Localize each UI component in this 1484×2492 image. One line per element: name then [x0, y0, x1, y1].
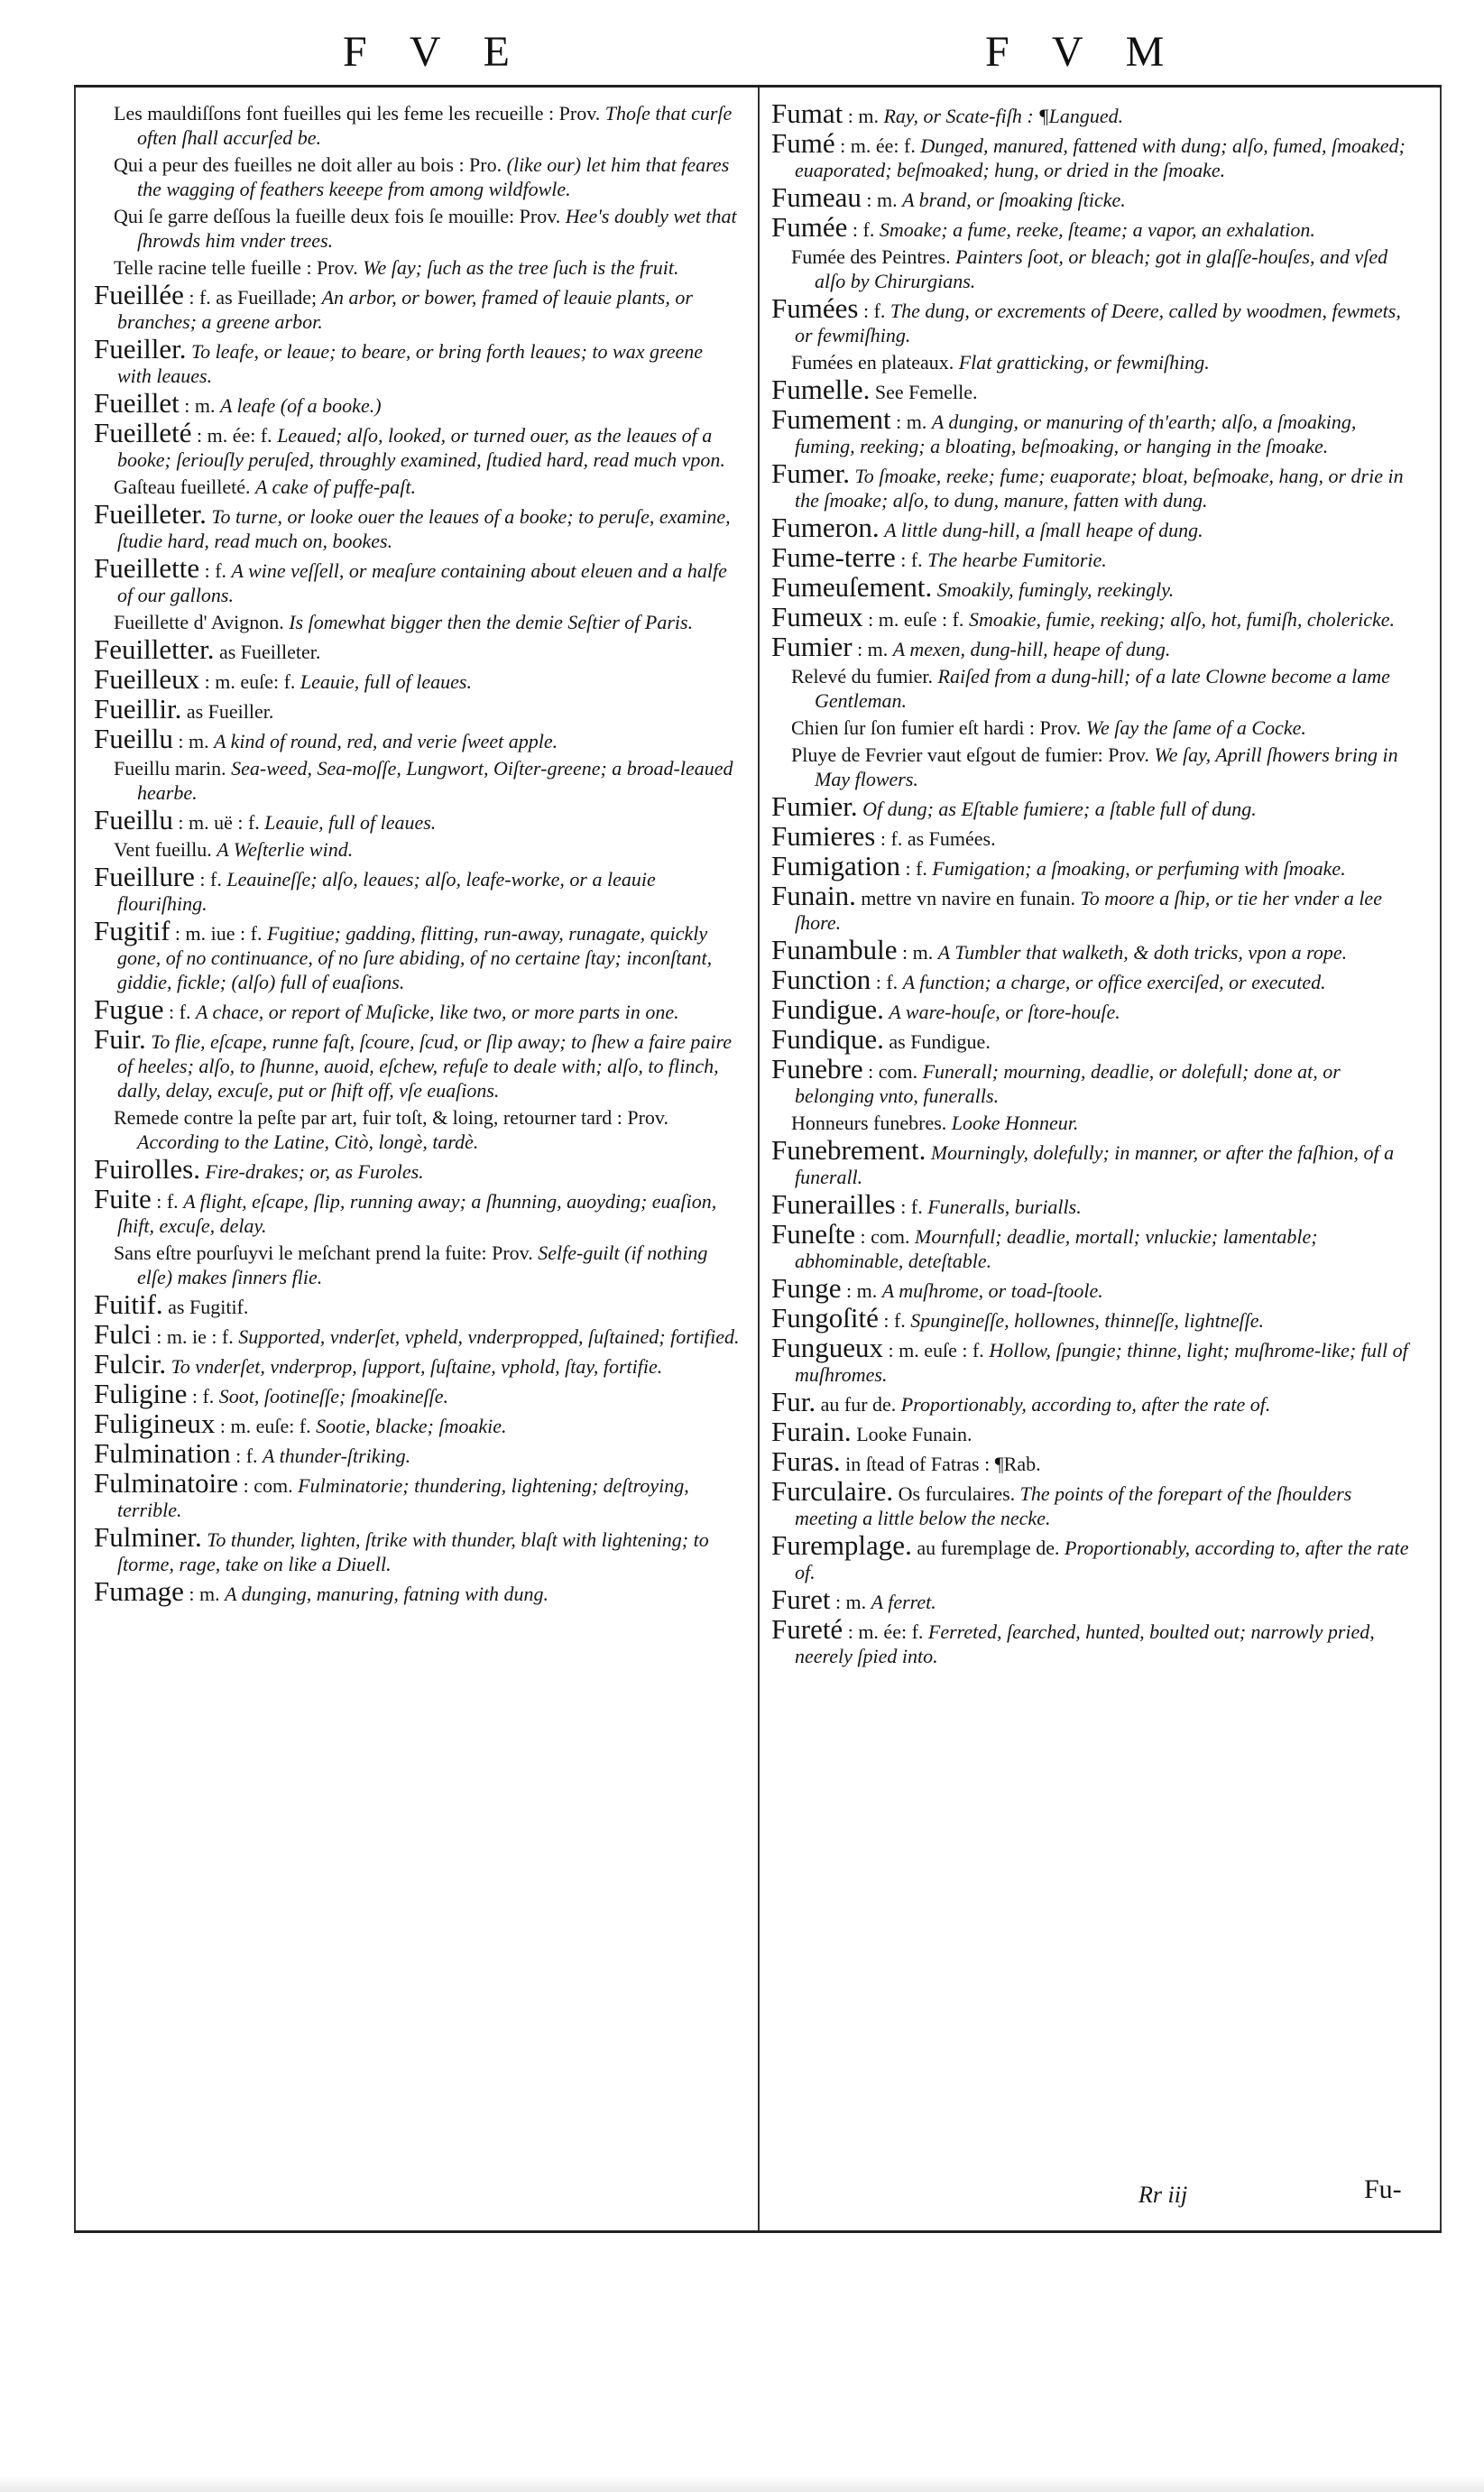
headword: Fueillu: [94, 723, 173, 754]
french-text: Looke Funain.: [856, 1423, 972, 1445]
headword: Fuite: [94, 1183, 152, 1214]
french-text: as Fueilleter.: [218, 641, 321, 663]
dictionary-entry: [771, 1272, 1419, 1304]
french-text: : f.: [875, 971, 899, 993]
headword: Fugue: [94, 993, 164, 1025]
english-gloss: To turne, or looke ouer the leaues of a booke; to peruſe, examine, ſtudie hard, read much on, bookes.: [117, 505, 731, 552]
headword: Fundique.: [771, 1023, 884, 1055]
dictionary-entry: [771, 1053, 1419, 1108]
subentry: [94, 756, 742, 805]
english-gloss: Ferreted, ſearched, hunted, boulted out; narrowly pried, neerely ſpied into.: [795, 1620, 1375, 1667]
subentry: [94, 204, 742, 253]
english-gloss: The hearbe Fumitorie.: [927, 549, 1107, 571]
dictionary-entry: [94, 1153, 742, 1185]
english-gloss: Hollow, ſpungie; thinne, light; muſhrome-like; full of muſhromes.: [795, 1339, 1408, 1386]
english-gloss: To vnderſet, vnderprop, ſupport, ſuſtaine, vphold, ſtay, fortifie.: [171, 1355, 663, 1378]
dictionary-entry: [94, 552, 742, 607]
english-gloss: The points of the forepart of the ſhoulders meeting a little below the necke.: [795, 1482, 1352, 1529]
english-gloss: A Weſterlie wind.: [217, 838, 354, 861]
french-text: : m.: [834, 1591, 867, 1613]
headword: Fueilleter.: [94, 498, 207, 530]
french-text: : f.: [204, 559, 227, 582]
english-gloss: Supported, vnderſet, vpheld, vnderpropped, ſuſtained; fortified.: [238, 1325, 740, 1348]
french-text: Sans eſtre pourſuyvi le meſchant prend la fuite: Prov.: [114, 1241, 533, 1264]
dictionary-entry: [94, 663, 742, 695]
english-gloss: A leafe (of a booke.): [219, 394, 382, 417]
headword: Function: [771, 964, 871, 995]
headword: Fur.: [771, 1386, 816, 1417]
french-text: in ſtead of Fatras : ¶Rab.: [845, 1453, 1041, 1475]
headword: Fugitif: [94, 915, 171, 946]
english-gloss: Leauie, full of leaues.: [300, 670, 472, 693]
dictionary-entry: [94, 804, 742, 835]
subentry: [771, 1111, 1419, 1135]
french-text: : com.: [243, 1474, 293, 1497]
english-gloss: Spungineſſe, hollownes, thinneſſe, lightneſſe.: [910, 1309, 1264, 1332]
headword: Fumement: [771, 403, 891, 435]
headword: Fueilleté: [94, 417, 192, 448]
headword: Fume-terre: [771, 541, 896, 573]
dictionary-entry: [771, 101, 1419, 128]
dictionary-entry: [94, 279, 742, 334]
english-gloss: A kind of round, red, and verie ſweet apple.: [214, 730, 558, 752]
english-gloss: Thoſe that curſe often ſhall accurſed be.: [137, 102, 733, 149]
subentry: [94, 1105, 742, 1154]
english-gloss: A dunging, manuring, fatning with dung.: [225, 1583, 549, 1605]
french-text: : m. uë : f.: [178, 811, 260, 834]
headword: Furet: [771, 1583, 831, 1615]
dictionary-entry: [771, 1023, 1419, 1055]
english-gloss: To ſmoake, reeke; fume; euaporate; bloat, beſmoake, hang, or drie in the ſmoake; alſo, to dung, manure, fatten with dung.: [795, 465, 1404, 512]
english-gloss: We ſay the ſame of a Cocke.: [1085, 716, 1306, 739]
french-text: as Fueiller.: [186, 700, 274, 723]
headword: Fumeuſement.: [771, 571, 933, 603]
headword: Fueillée: [94, 279, 184, 310]
headword: Fueillet: [94, 387, 180, 419]
english-gloss: Leauineſſe; alſo, leaues; alſo, leafe-worke, or a leauie flouriſhing.: [117, 868, 656, 915]
dictionary-entry: [771, 993, 1419, 1025]
left-column: [94, 101, 742, 2208]
headword: Fumée: [771, 211, 848, 243]
headword: Fulci: [94, 1318, 152, 1350]
dictionary-entry: [771, 292, 1419, 347]
column-divider: [758, 88, 760, 2230]
headword: Fumeron.: [771, 512, 880, 543]
headword: Fulminatoire: [94, 1467, 239, 1499]
headword: Funge: [771, 1272, 842, 1304]
english-gloss: Dunged, manured, fattened with dung; alſo, fumed, ſmoaked; euaporated; beſmoaked; hung, or dried in the ſmoake.: [795, 134, 1406, 181]
dictionary-entry: [94, 993, 742, 1025]
headword: Fuir.: [94, 1023, 146, 1055]
english-gloss: We ſay; ſuch as the tree ſuch is the fruit.: [363, 256, 679, 279]
dictionary-entry: [94, 1467, 742, 1522]
headword: Funambule: [771, 934, 898, 965]
frame-right-rule: [1440, 88, 1442, 2230]
english-gloss: Fulminatorie; thundering, lightening; deſtroying, terrible.: [117, 1474, 689, 1521]
dictionary-entry: [771, 541, 1419, 573]
subentry: [94, 255, 742, 280]
dictionary-entry: [771, 181, 1419, 213]
headword: Funerailles: [771, 1188, 896, 1220]
subentry: [771, 350, 1419, 374]
french-text: Fumées en plateaux.: [791, 351, 954, 374]
english-gloss: An arbor, or bower, framed of leauie plants, or branches; a greene arbor.: [117, 286, 693, 333]
headword: Funebrement.: [771, 1134, 926, 1166]
subentry: [771, 715, 1419, 740]
dictionary-entry: [94, 1437, 742, 1469]
french-text: : m.: [846, 1279, 878, 1302]
french-text: Remede contre la peſte par art, fuir toſt, & loing, retourner tard : Prov.: [114, 1106, 668, 1129]
french-text: : f.: [156, 1190, 179, 1213]
headword: Fueilleux: [94, 663, 200, 695]
french-text: : com.: [868, 1060, 918, 1083]
headword: Fumat: [771, 101, 843, 129]
english-gloss: A function; a charge, or office exerciſed, or executed.: [902, 971, 1326, 993]
french-text: Fueillette d' Avignon.: [114, 611, 284, 633]
headword: Fungueux: [771, 1332, 883, 1363]
headword: Funain.: [771, 880, 856, 911]
subentry: [94, 152, 742, 201]
french-text: : f.: [191, 1385, 215, 1408]
dictionary-entry: [771, 1332, 1419, 1387]
frame-left-rule: [74, 88, 76, 2230]
dictionary-entry: [771, 1475, 1419, 1530]
english-gloss: Smoakie, fumie, reeking; alſo, hot, fumiſh, cholericke.: [968, 608, 1395, 631]
headword: Fulminer.: [94, 1521, 202, 1553]
english-gloss: A muſhrome, or toad-ſtoole.: [881, 1279, 1103, 1302]
english-gloss: A dunging, or manuring of th'earth; alſo, a ſmoaking, fuming, reeking; a bloating, beſmoaking, or hanging in the ſmoake.: [795, 411, 1357, 457]
english-gloss: According to the Latine, Citò, longè, tardè.: [137, 1131, 479, 1153]
english-gloss: Raiſed from a dung-hill; of a late Clowne become a lame Gentleman.: [815, 665, 1390, 712]
dictionary-entry: [771, 1613, 1419, 1668]
dictionary-entry: [771, 820, 1419, 852]
french-text: : m. ée: f.: [840, 134, 916, 157]
dictionary-entry: [771, 1134, 1419, 1189]
english-gloss: A Tumbler that walketh, & doth tricks, vpon a rope.: [937, 941, 1348, 964]
english-gloss: Ray, or Scate-fiſh : ¶Langued.: [883, 105, 1124, 127]
english-gloss: Hee's doubly wet that ſhrowds him vnder trees.: [137, 205, 737, 252]
english-gloss: A ware-houſe, or ſtore-houſe.: [889, 1001, 1120, 1023]
dictionary-entry: [94, 915, 742, 994]
french-text: mettre vn navire en funain.: [861, 887, 1076, 909]
catchword: Fu-: [1364, 2174, 1402, 2204]
dictionary-entry: [771, 457, 1419, 512]
page-edge: [0, 2476, 1484, 2492]
headword: Fumier.: [771, 790, 858, 822]
french-text: : f.: [883, 1309, 906, 1332]
headword: Fumé: [771, 127, 835, 159]
english-gloss: To flie, eſcape, runne faſt, ſcoure, ſcud, or ſlip away; to ſhew a faire paire of heeles; alſo, to ſhunne, auoid, eſchew, refuſe to deale with; alſo, to flinch, dally, delay, excuſe, put or ſhift off, vſe euaſions.: [117, 1030, 733, 1102]
french-text: : m. euſe : f.: [888, 1339, 984, 1361]
french-text: Honneurs funebres.: [791, 1112, 947, 1134]
dictionary-entry: [94, 1378, 742, 1409]
dictionary-entry: [771, 1188, 1419, 1220]
headword: Fulmination: [94, 1437, 231, 1469]
english-gloss: The dung, or excrements of Deere, called by woodmen, fewmets, or fewmiſhing.: [795, 300, 1401, 346]
french-text: : m.: [184, 394, 216, 417]
dictionary-entry: [94, 723, 742, 754]
english-gloss: Of dung; as Eſtable fumiere; a ſtable full of dung.: [862, 798, 1257, 820]
headword: Fueillette: [94, 552, 200, 584]
french-text: Chien ſur ſon fumier eſt hardi : Prov.: [791, 716, 1082, 739]
running-head-left: F V E: [343, 28, 526, 76]
headword: Fuligineux: [94, 1408, 216, 1439]
french-text: : m. ie : f.: [156, 1325, 234, 1348]
english-gloss: Mournfull; deadlie, mortall; vnluckie; lamentable; abhominable, deteſtable.: [795, 1225, 1318, 1272]
english-gloss: To thunder, lighten, ſtrike with thunder, blaſt with lightening; to ſtorme, rage, take on like a Diuell.: [117, 1528, 709, 1575]
headword: Fumelle.: [771, 374, 871, 405]
french-text: : f.: [169, 1001, 191, 1023]
french-text: : m. euſe : f.: [868, 608, 964, 631]
dictionary-entry: [94, 693, 742, 725]
headword: Fundigue.: [771, 993, 884, 1025]
subentry: [94, 837, 742, 862]
english-gloss: Smoake; a fume, reeke, ſteame; a vapor, an exhalation.: [879, 218, 1315, 241]
headword: Fulcir.: [94, 1348, 167, 1380]
headword: Feuilletter.: [94, 633, 215, 665]
french-text: : f.: [852, 218, 875, 241]
english-gloss: Selfe-guilt (if nothing elſe) makes ſinners flie.: [137, 1241, 708, 1288]
dictionary-entry: [94, 1348, 742, 1380]
french-text: : f.: [235, 1444, 258, 1467]
french-text: : com.: [860, 1225, 910, 1248]
french-text: Pluye de Fevrier vaut eſgout de fumier: Prov.: [791, 743, 1149, 766]
english-gloss: Funerall; mourning, deadlie, or dolefull; done at, or belonging vnto, funeralls.: [795, 1060, 1341, 1107]
dictionary-entry: [771, 571, 1419, 603]
french-text: : m.: [866, 189, 898, 211]
dictionary-entry: [771, 1416, 1419, 1447]
french-text: : f.: [900, 549, 923, 571]
headword: Fueillir.: [94, 693, 182, 725]
french-text: : m. ée: f.: [196, 424, 272, 447]
french-text: : f. as Fumées.: [880, 827, 996, 850]
dictionary-entry: [94, 1183, 742, 1238]
french-text: : f.: [862, 300, 886, 322]
subentry: [94, 101, 742, 150]
dictionary-entry: [771, 512, 1419, 543]
french-text: : m.: [847, 105, 879, 127]
french-text: Fumée des Peintres.: [791, 245, 951, 268]
english-gloss: Fugitiue; gadding, flitting, run-away, runagate, quickly gone, of no continuance, of no ſure abiding, of no certaine ſtay; inconſtant, giddie, fickle; (alſo) full of euaſions.: [117, 922, 713, 993]
signature-mark: Rr iij: [1138, 2182, 1188, 2208]
dictionary-entry: [771, 1583, 1419, 1615]
english-gloss: Soot, ſootineſſe; ſmoakineſſe.: [218, 1385, 448, 1408]
french-text: : m. iue : f.: [174, 922, 263, 945]
english-gloss: Leauie, full of leaues.: [264, 811, 437, 834]
dictionary-entry: [771, 1529, 1419, 1584]
dictionary-entry: [94, 1575, 742, 1607]
dictionary-entry: [771, 403, 1419, 458]
dictionary-entry: [94, 498, 742, 553]
dictionary-entry: [771, 790, 1419, 822]
dictionary-entry: [771, 934, 1419, 965]
headword: Fumieres: [771, 820, 876, 852]
dictionary-entry: [94, 1408, 742, 1439]
dictionary-entry: [771, 374, 1419, 405]
french-text: Os furculaires.: [898, 1482, 1016, 1505]
french-text: Qui a peur des fueilles ne doit aller au bois : Pro.: [114, 153, 502, 176]
headword: Fueillure: [94, 861, 195, 892]
english-gloss: Fire-drakes; or, as Furoles.: [205, 1160, 424, 1183]
english-gloss: Leaued; alſo, looked, or turned ouer, as the leaues of a booke; ſeriouſly peruſed, throughly examined, ſtudied hard, read much vpon.: [117, 424, 725, 471]
french-text: as Fundigue.: [889, 1030, 991, 1053]
dictionary-entry: [94, 387, 742, 419]
english-gloss: A cake of puffe-paſt.: [254, 475, 416, 498]
french-text: : m.: [896, 411, 927, 433]
subentry: [771, 664, 1419, 713]
dictionary-entry: [94, 1288, 742, 1320]
dictionary-entry: [94, 333, 742, 388]
english-gloss: Painters ſoot, or bleach; got in glaſſe-houſes, and vſed alſo by Chirurgians.: [815, 245, 1388, 292]
french-text: : m.: [857, 638, 889, 660]
french-text: : m.: [178, 730, 209, 752]
french-text: Les mauldiſſons font fueilles qui les feme les recueille : Prov.: [114, 102, 601, 125]
headword: Fungoſité: [771, 1302, 879, 1334]
english-gloss: A ferret.: [871, 1591, 936, 1613]
french-text: au fur de.: [820, 1393, 897, 1416]
english-gloss: To moore a ſhip, or tie her vnder a lee ſhore.: [795, 887, 1382, 934]
headword: Fumeau: [771, 181, 862, 213]
headword: Fueiller.: [94, 333, 187, 365]
headword: Funebre: [771, 1053, 863, 1084]
headword: Furculaire.: [771, 1475, 894, 1507]
french-text: Vent fueillu.: [114, 838, 212, 861]
french-text: Telle racine telle fueille : Prov.: [114, 256, 358, 279]
dictionary-entry: [771, 631, 1419, 662]
headword: Fueillu: [94, 804, 173, 835]
english-gloss: A thunder-ſtriking.: [263, 1444, 411, 1467]
english-gloss: A mexen, dung-hill, heape of dung.: [892, 638, 1171, 660]
english-gloss: A flight, eſcape, ſlip, running away; a ſhunning, auoyding; euaſion, ſhift, excuſe, delay.: [117, 1190, 717, 1237]
subentry: [94, 475, 742, 499]
subentry: [771, 743, 1419, 791]
french-text: : f.: [900, 1195, 923, 1218]
english-gloss: Proportionably, according to, after the rate of.: [900, 1393, 1271, 1416]
english-gloss: A brand, or ſmoaking ſticke.: [902, 189, 1126, 211]
headword: Fumigation: [771, 850, 900, 881]
french-text: : m. euſe: f.: [219, 1415, 311, 1437]
english-gloss: Funeralls, burialls.: [927, 1195, 1082, 1218]
dictionary-entry: [771, 850, 1419, 881]
english-gloss: Is ſomewhat bigger then the demie Seſtier of Paris.: [289, 611, 694, 633]
english-gloss: A wine veſſell, or meaſure containing about eleuen and a halfe of our gallons.: [117, 559, 727, 606]
dictionary-entry: [771, 601, 1419, 632]
headword: Fumeux: [771, 601, 863, 632]
french-text: : f.: [199, 868, 222, 891]
french-text: : m. ée: f.: [847, 1620, 924, 1643]
headword: Furas.: [771, 1445, 841, 1477]
english-gloss: Proportionably, according to, after the rate of.: [795, 1537, 1409, 1583]
dictionary-entry: [94, 1023, 742, 1103]
headword: Furain.: [771, 1416, 852, 1447]
english-gloss: A little dung-hill, a ſmall heape of dung.: [884, 519, 1203, 541]
dictionary-entry: [771, 127, 1419, 182]
french-text: : m. euſe: f.: [204, 670, 296, 693]
headword: Furemplage.: [771, 1529, 912, 1561]
english-gloss: Fumigation; a ſmoaking, or perfuming with ſmoake.: [932, 857, 1346, 880]
dictionary-entry: [771, 964, 1419, 995]
french-text: as Fugitif.: [168, 1296, 249, 1318]
dictionary-entry: [771, 211, 1419, 243]
french-text: Qui ſe garre deſſous la fueille deux fois ſe mouille: Prov.: [114, 205, 561, 227]
headword: Fumées: [771, 292, 859, 324]
english-gloss: Sea-weed, Sea-moſſe, Lungwort, Oiſter-greene; a broad-leaued hearbe.: [137, 757, 733, 804]
french-text: : f.: [905, 857, 927, 880]
french-text: au furemplage de.: [917, 1537, 1060, 1559]
subentry: [94, 610, 742, 634]
french-text: : m.: [189, 1583, 220, 1605]
dictionary-entry: [771, 880, 1419, 935]
english-gloss: Flat gratticking, or fewmiſhing.: [958, 351, 1210, 374]
english-gloss: Mourningly, dolefully; in manner, or after the faſhion, of a funerall.: [795, 1141, 1395, 1188]
french-text: : m.: [902, 941, 934, 964]
french-text: Gaſteau fueilleté.: [114, 475, 251, 498]
english-gloss: (like our) let him that feares the wagging of feathers keeepe from among wildfowle.: [137, 153, 730, 200]
headword: Fuirolles.: [94, 1153, 200, 1185]
right-column: [771, 101, 1419, 2208]
headword: Fureté: [771, 1613, 843, 1645]
dictionary-entry: [94, 1318, 742, 1350]
dictionary-entry: [94, 861, 742, 916]
dictionary-entry: [771, 1445, 1419, 1477]
dictionary-entry: [771, 1302, 1419, 1334]
dictionary-entry: [771, 1218, 1419, 1273]
english-gloss: To leafe, or leaue; to beare, or bring forth leaues; to wax greene with leaues.: [117, 340, 703, 387]
dictionary-entry: [771, 1386, 1419, 1417]
headword: Fuligine: [94, 1378, 188, 1409]
headword: Fuitif.: [94, 1288, 163, 1320]
headword: Funeſte: [771, 1218, 855, 1250]
headword: Fumier: [771, 631, 853, 662]
english-gloss: Looke Honneur.: [951, 1112, 1079, 1134]
headword: Fumage: [94, 1575, 184, 1607]
dictionary-entry: [94, 1521, 742, 1576]
english-gloss: A chace, or report of Muſicke, like two, or more parts in one.: [195, 1001, 679, 1023]
subentry: [94, 1241, 742, 1289]
headword: Fumer.: [771, 457, 850, 489]
french-text: See Femelle.: [874, 381, 978, 403]
english-gloss: Smoakily, fumingly, reekingly.: [936, 578, 1175, 601]
french-text: Relevé du fumier.: [791, 665, 934, 688]
running-head-right: F V M: [985, 28, 1181, 76]
french-text: : f. as Fueillade;: [189, 286, 318, 309]
subentry: [771, 245, 1419, 293]
english-gloss: Sootie, blacke; ſmoakie.: [316, 1415, 507, 1437]
french-text: Fueillu marin.: [114, 757, 226, 780]
dictionary-entry: [94, 417, 742, 472]
dictionary-entry: [94, 633, 742, 665]
english-gloss: We ſay, Aprill ſhowers bring in May flowers.: [815, 743, 1398, 790]
